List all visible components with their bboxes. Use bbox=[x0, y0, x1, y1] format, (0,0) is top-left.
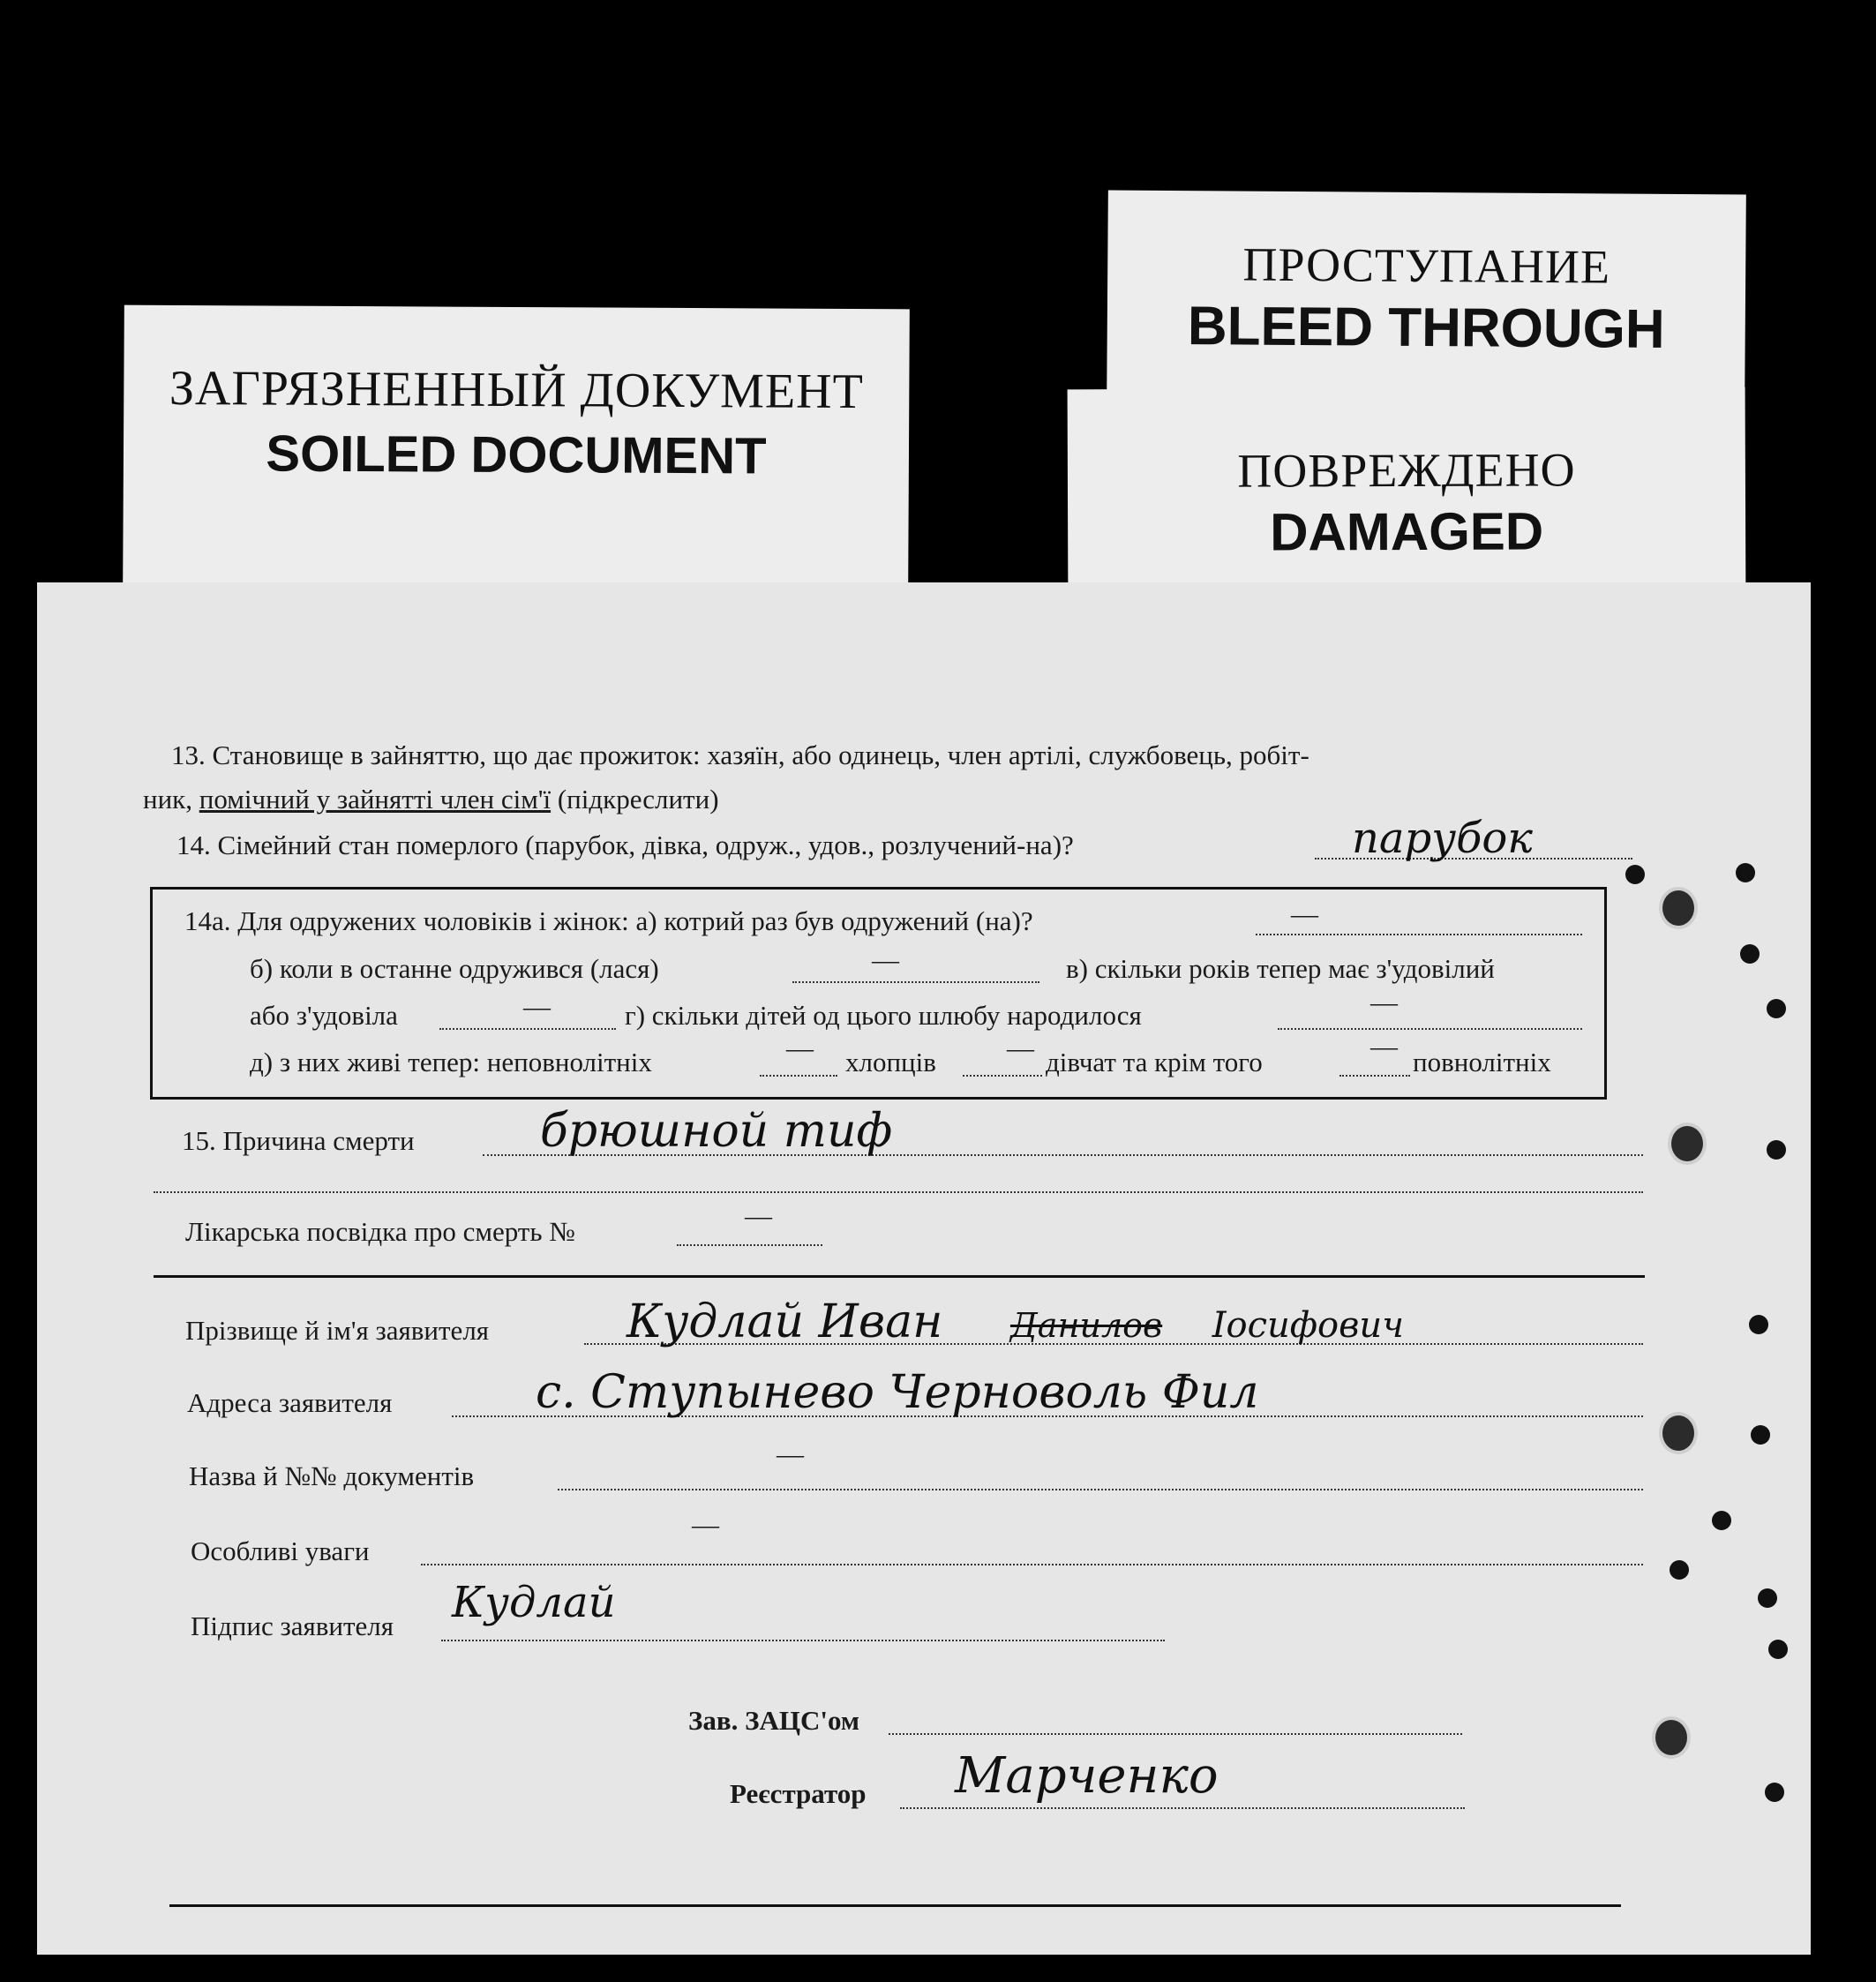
binding-hole-damaged bbox=[1668, 1122, 1707, 1165]
binding-hole bbox=[1670, 1560, 1689, 1580]
death-record-form bbox=[37, 582, 1811, 1955]
documents-value: — bbox=[777, 1438, 804, 1469]
binding-hole bbox=[1767, 1140, 1786, 1160]
q14a-g-dots bbox=[1278, 1028, 1582, 1030]
q14a-line1-dots bbox=[1256, 934, 1582, 935]
q14-value: парубок bbox=[1352, 814, 1533, 863]
soiled-document-card bbox=[123, 305, 910, 592]
q14a-g-value: — bbox=[1370, 987, 1398, 1017]
registrar-signature: Марченко bbox=[955, 1747, 1219, 1805]
q14a-g-label: г) скільки дітей од цього шлюбу народилося bbox=[625, 1000, 1142, 1031]
binding-hole-damaged bbox=[1652, 1716, 1691, 1759]
binding-hole bbox=[1768, 1640, 1788, 1659]
q14a-abo-dots bbox=[439, 1028, 616, 1030]
q15-dotline-2 bbox=[154, 1191, 1643, 1193]
q14a-d-value2: — bbox=[1007, 1032, 1034, 1063]
q14a-d-dots2 bbox=[963, 1075, 1042, 1077]
binding-hole bbox=[1765, 1783, 1784, 1802]
documents-dotline bbox=[558, 1489, 1643, 1490]
q14a-d-label: д) з них живі тепер: неповнолітніх bbox=[250, 1047, 652, 1077]
q13-suffix: (підкреслити) bbox=[551, 784, 719, 815]
q14a-box bbox=[150, 887, 1607, 1100]
bleed-through-card bbox=[1107, 190, 1746, 406]
med-cert-label: Лікарська посвідка про смерть № bbox=[185, 1216, 575, 1247]
section-rule-top bbox=[154, 1275, 1645, 1278]
soiled-label-ru: ЗАГРЯЗНЕННЫЙ ДОКУМЕНТ bbox=[169, 360, 864, 420]
damaged-card bbox=[1068, 387, 1746, 602]
section-rule-bottom bbox=[169, 1904, 1621, 1907]
q15-label: 15. Причина смерти bbox=[182, 1125, 415, 1156]
applicant-name-label: Прізвище й ім'я заявителя bbox=[185, 1315, 490, 1346]
q13-line2 bbox=[143, 784, 719, 815]
q14a-line1-value: — bbox=[1291, 898, 1318, 929]
q14a-b-label: б) коли в останне одружився (лася) bbox=[250, 953, 659, 984]
binding-hole bbox=[1767, 999, 1786, 1018]
applicant-name-struck: Данилов bbox=[1009, 1306, 1163, 1345]
notes-dotline bbox=[421, 1564, 1643, 1565]
q14a-v-label: в) скільки років тепер має з'удовілий bbox=[1066, 953, 1495, 984]
q14a-d-value3: — bbox=[1370, 1031, 1398, 1062]
notes-value: — bbox=[692, 1509, 719, 1540]
binding-hole bbox=[1736, 863, 1755, 882]
binding-hole bbox=[1749, 1315, 1768, 1334]
binding-hole bbox=[1758, 1588, 1777, 1608]
head-label: Зав. ЗАЦС'ом bbox=[688, 1705, 859, 1736]
q14a-d-dots1 bbox=[760, 1075, 837, 1077]
damaged-label-ru: ПОВРЕЖДЕНО bbox=[1237, 443, 1576, 498]
notes-label: Особливі уваги bbox=[191, 1535, 370, 1566]
q13-line1: 13. Становище в зайняттю, що дає прожиток: хазяїн, або одинець, член артілі, службовець, робіт- bbox=[171, 739, 1309, 770]
binding-hole bbox=[1740, 944, 1760, 964]
q15-value: брюшной тиф bbox=[540, 1105, 893, 1158]
q14-label: 14. Сімейний стан померлого (парубок, дівка, одруж., удов., розлучений-на)? bbox=[176, 830, 1074, 860]
applicant-address-label: Адреса заявителя bbox=[187, 1387, 393, 1418]
registrar-label: Реєстратор bbox=[730, 1778, 867, 1809]
applicant-name-tail: Іосифович bbox=[1212, 1305, 1405, 1346]
med-cert-value: — bbox=[745, 1200, 772, 1231]
registrar-dotline bbox=[900, 1807, 1465, 1809]
binding-hole bbox=[1712, 1511, 1731, 1530]
q14a-adults-label: повнолітніх bbox=[1413, 1047, 1551, 1077]
q14a-abo-label: або з'удовіла bbox=[250, 1000, 398, 1031]
applicant-name-main: Кудлай Иван bbox=[627, 1295, 943, 1348]
q14a-d-dots3 bbox=[1339, 1075, 1410, 1077]
q14a-girls-label: дівчат та крім того bbox=[1046, 1047, 1263, 1077]
q14a-boys-label: хлопців bbox=[845, 1047, 936, 1077]
q14a-d-value1: — bbox=[786, 1032, 814, 1063]
q14a-abo-value: — bbox=[523, 991, 551, 1022]
applicant-signature-label: Підпис заявителя bbox=[191, 1610, 394, 1641]
bleed-label-en: BLEED THROUGH bbox=[1187, 296, 1665, 360]
soiled-label-en: SOILED DOCUMENT bbox=[266, 424, 767, 485]
binding-hole-damaged bbox=[1659, 887, 1698, 929]
q14a-line1: 14а. Для одружених чоловіків і жінок: а) котрий раз був одружений (на)? bbox=[184, 905, 1033, 936]
damaged-label-en: DAMAGED bbox=[1270, 501, 1544, 562]
med-cert-dotline bbox=[677, 1244, 822, 1246]
applicant-signature-dotline bbox=[441, 1640, 1165, 1641]
binding-hole bbox=[1625, 865, 1645, 884]
binding-hole bbox=[1751, 1425, 1770, 1445]
q14a-b-value: — bbox=[872, 944, 899, 975]
applicant-signature-value: Кудлай bbox=[452, 1578, 616, 1627]
q13-prefix: ник, bbox=[143, 784, 199, 815]
binding-hole-damaged bbox=[1659, 1412, 1698, 1454]
applicant-name-value bbox=[627, 1295, 1404, 1348]
q13-underlined-option: помічний у зайнятті член сім'ї bbox=[199, 784, 552, 815]
documents-label: Назва й №№ документів bbox=[189, 1460, 475, 1491]
applicant-address-value: с. Ступынево Черноволь Фил bbox=[536, 1366, 1259, 1419]
head-dotline bbox=[889, 1733, 1462, 1735]
q14a-b-dots bbox=[792, 981, 1039, 983]
bleed-label-ru: ПРОСТУПАНИЕ bbox=[1242, 237, 1611, 294]
